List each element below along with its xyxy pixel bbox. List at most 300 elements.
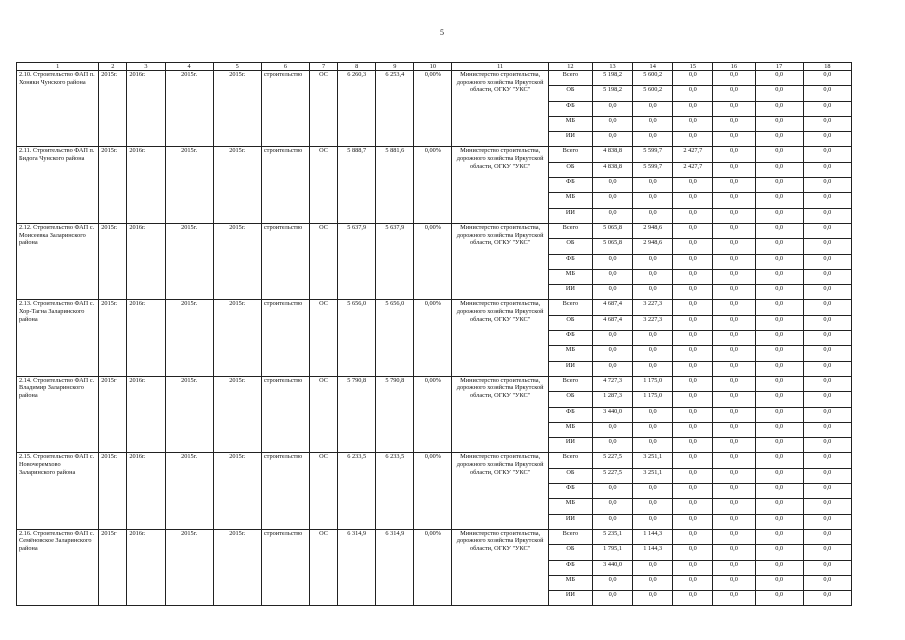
funding-value: 0,0 (755, 407, 803, 422)
object-name: 2.10. Строительство ФАП п. Хоняки Чунского района (17, 71, 99, 147)
funding-value: 0,0 (755, 575, 803, 590)
column-header: 8 (338, 63, 376, 71)
funding-source-label: ИИ (548, 438, 592, 453)
funding-value: 5 599,7 (633, 147, 673, 162)
funding-value: 0,0 (803, 422, 851, 437)
remaining-cost: 6 253,4 (376, 71, 414, 147)
funding-value: 0,0 (755, 453, 803, 468)
readiness-percent: 0,00% (414, 71, 452, 147)
work-type: строительство (261, 453, 309, 529)
funding-source-label: ОБ (548, 468, 592, 483)
funding-value: 0,0 (803, 545, 851, 560)
estimated-cost: 6 314,9 (338, 529, 376, 605)
funding-value: 0,0 (803, 116, 851, 131)
remaining-cost: 6 314,9 (376, 529, 414, 605)
funding-value: 0,0 (592, 285, 632, 300)
funding-value: 0,0 (755, 71, 803, 86)
funding-value: 0,0 (633, 560, 673, 575)
object-name: 2.11. Строительство ФАП п. Бидога Чунского района (17, 147, 99, 223)
page-number: 5 (440, 28, 444, 37)
column-header: 18 (803, 63, 851, 71)
end-year: 2016г. (127, 376, 165, 452)
funding-source-label: ФБ (548, 407, 592, 422)
funding-value: 0,0 (633, 422, 673, 437)
funding-source-label: Всего (548, 300, 592, 315)
end-year-plan: 2015г. (213, 529, 261, 605)
funding-value: 5 198,2 (592, 71, 632, 86)
funding-value: 0,0 (673, 285, 713, 300)
table-row (17, 529, 852, 544)
funding-value: 0,0 (713, 269, 755, 284)
column-header: 5 (213, 63, 261, 71)
funding-value: 0,0 (803, 591, 851, 606)
funding-value: 0,0 (803, 86, 851, 101)
funding-value: 0,0 (755, 376, 803, 391)
funding-value: 0,0 (713, 300, 755, 315)
funding-value: 0,0 (633, 575, 673, 590)
funding-value: 0,0 (713, 193, 755, 208)
funding-value: 0,0 (713, 422, 755, 437)
funding-value: 0,0 (673, 132, 713, 147)
start-year: 2015г (99, 529, 127, 605)
funding-source-label: ФБ (548, 254, 592, 269)
funding-value: 0,0 (803, 162, 851, 177)
funding-value: 5 600,2 (633, 86, 673, 101)
funding-value: 0,0 (755, 239, 803, 254)
funding-value: 0,0 (803, 223, 851, 238)
funding-value: 0,0 (633, 514, 673, 529)
funding-value: 0,0 (755, 560, 803, 575)
funding-source-label: ФБ (548, 101, 592, 116)
funding-value: 0,0 (633, 178, 673, 193)
funding-value: 0,0 (755, 86, 803, 101)
column-header: 13 (592, 63, 632, 71)
funding-source-label: Всего (548, 529, 592, 544)
funding-value: 0,0 (673, 86, 713, 101)
funding-value: 2 427,7 (673, 147, 713, 162)
end-year-plan: 2015г. (213, 376, 261, 452)
object-code: ОС (310, 223, 338, 299)
start-year-plan: 2015г. (165, 147, 213, 223)
end-year-plan: 2015г. (213, 223, 261, 299)
responsible-organization: Министерство строительства, дорожного хозяйства Иркутской области, ОГКУ "УКС" (452, 300, 548, 376)
funding-value: 0,0 (755, 392, 803, 407)
funding-value: 0,0 (803, 514, 851, 529)
end-year: 2016г. (127, 223, 165, 299)
estimated-cost: 5 637,9 (338, 223, 376, 299)
end-year: 2016г. (127, 71, 165, 147)
funding-value: 0,0 (755, 499, 803, 514)
funding-source-label: ОБ (548, 315, 592, 330)
funding-value: 0,0 (673, 484, 713, 499)
end-year-plan: 2015г. (213, 453, 261, 529)
funding-value: 0,0 (755, 162, 803, 177)
funding-value: 0,0 (633, 208, 673, 223)
table-row (17, 71, 852, 86)
start-year: 2015г (99, 376, 127, 452)
funding-value: 0,0 (673, 468, 713, 483)
estimated-cost: 6 260,3 (338, 71, 376, 147)
funding-value: 0,0 (592, 484, 632, 499)
remaining-cost: 5 790,8 (376, 376, 414, 452)
funding-source-label: ОБ (548, 545, 592, 560)
readiness-percent: 0,00% (414, 300, 452, 376)
funding-value: 0,0 (713, 178, 755, 193)
funding-value: 2 427,7 (673, 162, 713, 177)
funding-value: 0,0 (633, 101, 673, 116)
funding-value: 0,0 (673, 361, 713, 376)
funding-value: 0,0 (673, 239, 713, 254)
start-year: 2015г. (99, 453, 127, 529)
funding-value: 0,0 (713, 285, 755, 300)
funding-value: 0,0 (713, 560, 755, 575)
funding-value: 0,0 (633, 132, 673, 147)
estimated-cost: 6 233,5 (338, 453, 376, 529)
funding-value: 0,0 (592, 132, 632, 147)
funding-value: 0,0 (592, 514, 632, 529)
table-row (17, 223, 852, 238)
funding-value: 0,0 (673, 254, 713, 269)
funding-value: 0,0 (713, 438, 755, 453)
remaining-cost: 5 656,0 (376, 300, 414, 376)
funding-value: 3 227,3 (633, 315, 673, 330)
work-type: строительство (261, 223, 309, 299)
funding-source-label: МБ (548, 116, 592, 131)
funding-value: 0,0 (713, 147, 755, 162)
funding-value: 0,0 (713, 71, 755, 86)
funding-value: 0,0 (592, 331, 632, 346)
funding-value: 0,0 (755, 361, 803, 376)
funding-value: 0,0 (592, 208, 632, 223)
funding-source-label: ОБ (548, 392, 592, 407)
funding-value: 0,0 (592, 269, 632, 284)
funding-value: 0,0 (755, 254, 803, 269)
funding-value: 0,0 (755, 300, 803, 315)
funding-value: 0,0 (755, 193, 803, 208)
funding-value: 0,0 (755, 438, 803, 453)
funding-value: 0,0 (755, 591, 803, 606)
funding-value: 0,0 (633, 254, 673, 269)
funding-source-label: Всего (548, 71, 592, 86)
table-row (17, 453, 852, 468)
readiness-percent: 0,00% (414, 453, 452, 529)
funding-value: 0,0 (673, 193, 713, 208)
funding-value: 0,0 (592, 116, 632, 131)
funding-value: 1 287,3 (592, 392, 632, 407)
readiness-percent: 0,00% (414, 529, 452, 605)
funding-value: 0,0 (713, 575, 755, 590)
funding-value: 0,0 (713, 208, 755, 223)
column-header: 1 (17, 63, 99, 71)
start-year: 2015г. (99, 147, 127, 223)
funding-source-label: ИИ (548, 591, 592, 606)
funding-value: 0,0 (803, 468, 851, 483)
start-year: 2015г. (99, 223, 127, 299)
funding-value: 0,0 (592, 422, 632, 437)
funding-value: 0,0 (673, 331, 713, 346)
funding-value: 0,0 (755, 208, 803, 223)
funding-value: 0,0 (755, 545, 803, 560)
column-header: 11 (452, 63, 548, 71)
column-number-row (17, 63, 852, 71)
funding-value: 0,0 (755, 484, 803, 499)
start-year: 2015г. (99, 300, 127, 376)
object-code: ОС (310, 300, 338, 376)
table-body (17, 71, 852, 606)
funding-value: 0,0 (633, 269, 673, 284)
funding-value: 0,0 (592, 499, 632, 514)
funding-source-label: МБ (548, 422, 592, 437)
funding-value: 0,0 (633, 499, 673, 514)
funding-value: 4 838,8 (592, 162, 632, 177)
funding-value: 1 144,3 (633, 529, 673, 544)
funding-value: 0,0 (803, 254, 851, 269)
funding-value: 3 440,0 (592, 407, 632, 422)
funding-value: 0,0 (755, 101, 803, 116)
funding-value: 5 065,8 (592, 239, 632, 254)
funding-value: 0,0 (713, 132, 755, 147)
funding-source-label: ОБ (548, 86, 592, 101)
funding-value: 0,0 (713, 468, 755, 483)
funding-value: 0,0 (803, 193, 851, 208)
funding-value: 4 687,4 (592, 300, 632, 315)
end-year: 2016г. (127, 147, 165, 223)
funding-value: 0,0 (713, 591, 755, 606)
funding-source-label: МБ (548, 499, 592, 514)
funding-value: 0,0 (713, 407, 755, 422)
funding-source-label: Всего (548, 147, 592, 162)
responsible-organization: Министерство строительства, дорожного хозяйства Иркутской области, ОГКУ "УКС" (452, 147, 548, 223)
column-header: 9 (376, 63, 414, 71)
funding-value: 0,0 (673, 223, 713, 238)
column-header: 10 (414, 63, 452, 71)
funding-value: 0,0 (755, 514, 803, 529)
funding-value: 0,0 (755, 331, 803, 346)
funding-value: 0,0 (713, 545, 755, 560)
funding-value: 0,0 (713, 453, 755, 468)
remaining-cost: 6 233,5 (376, 453, 414, 529)
work-type: строительство (261, 300, 309, 376)
funding-value: 0,0 (592, 591, 632, 606)
funding-value: 0,0 (803, 331, 851, 346)
funding-value: 0,0 (713, 223, 755, 238)
end-year-plan: 2015г. (213, 300, 261, 376)
funding-value: 3 227,3 (633, 300, 673, 315)
funding-value: 0,0 (713, 331, 755, 346)
funding-source-label: МБ (548, 193, 592, 208)
funding-value: 0,0 (713, 346, 755, 361)
funding-value: 0,0 (755, 529, 803, 544)
funding-value: 0,0 (633, 484, 673, 499)
start-year-plan: 2015г. (165, 376, 213, 452)
funding-value: 0,0 (713, 86, 755, 101)
object-name: 2.15. Строительство ФАП с. Новочеремхово Заларинского района (17, 453, 99, 529)
funding-value: 0,0 (713, 101, 755, 116)
object-code: ОС (310, 453, 338, 529)
funding-value: 0,0 (713, 376, 755, 391)
funding-source-label: ИИ (548, 361, 592, 376)
funding-source-label: МБ (548, 575, 592, 590)
table-row (17, 147, 852, 162)
funding-value: 0,0 (803, 239, 851, 254)
funding-source-label: ФБ (548, 560, 592, 575)
funding-value: 0,0 (673, 300, 713, 315)
funding-value: 0,0 (803, 484, 851, 499)
funding-value: 0,0 (803, 285, 851, 300)
funding-value: 0,0 (755, 178, 803, 193)
column-header: 14 (633, 63, 673, 71)
funding-value: 0,0 (592, 575, 632, 590)
funding-value: 5 227,5 (592, 468, 632, 483)
funding-source-label: ИИ (548, 132, 592, 147)
funding-value: 1 795,1 (592, 545, 632, 560)
funding-value: 0,0 (713, 392, 755, 407)
funding-source-label: МБ (548, 346, 592, 361)
funding-source-label: Всего (548, 453, 592, 468)
funding-value: 0,0 (592, 361, 632, 376)
funding-value: 0,0 (673, 71, 713, 86)
object-name: 2.12. Строительство ФАП с. Моисеевка Заларинского района (17, 223, 99, 299)
funding-value: 5 600,2 (633, 71, 673, 86)
funding-source-label: ОБ (548, 162, 592, 177)
funding-value: 0,0 (673, 407, 713, 422)
funding-value: 0,0 (713, 529, 755, 544)
funding-value: 0,0 (713, 484, 755, 499)
column-header: 4 (165, 63, 213, 71)
funding-value: 0,0 (755, 132, 803, 147)
funding-source-label: МБ (548, 269, 592, 284)
object-name: 2.16. Строительство ФАП с. Семёновское Заларинского района (17, 529, 99, 605)
start-year-plan: 2015г. (165, 223, 213, 299)
funding-value: 0,0 (755, 468, 803, 483)
funding-value: 4 838,8 (592, 147, 632, 162)
funding-value: 0,0 (592, 178, 632, 193)
funding-value: 0,0 (633, 407, 673, 422)
responsible-organization: Министерство строительства, дорожного хозяйства Иркутской области, ОГКУ "УКС" (452, 529, 548, 605)
funding-value: 0,0 (633, 331, 673, 346)
funding-value: 5 198,2 (592, 86, 632, 101)
funding-value: 0,0 (803, 453, 851, 468)
funding-value: 0,0 (633, 346, 673, 361)
funding-source-label: ФБ (548, 331, 592, 346)
end-year: 2016г. (127, 453, 165, 529)
funding-source-label: ИИ (548, 285, 592, 300)
funding-value: 0,0 (673, 178, 713, 193)
responsible-organization: Министерство строительства, дорожного хозяйства Иркутской области, ОГКУ "УКС" (452, 223, 548, 299)
column-header: 12 (548, 63, 592, 71)
funding-source-label: Всего (548, 223, 592, 238)
funding-value: 0,0 (592, 254, 632, 269)
column-header: 15 (673, 63, 713, 71)
funding-value: 0,0 (673, 116, 713, 131)
start-year-plan: 2015г. (165, 529, 213, 605)
funding-value: 0,0 (673, 422, 713, 437)
column-header: 17 (755, 63, 803, 71)
start-year-plan: 2015г. (165, 71, 213, 147)
object-name: 2.13. Строительство ФАП с. Хор-Тагна Заларинского района (17, 300, 99, 376)
funding-value: 0,0 (673, 575, 713, 590)
remaining-cost: 5 881,6 (376, 147, 414, 223)
funding-value: 0,0 (633, 438, 673, 453)
object-code: ОС (310, 376, 338, 452)
funding-value: 0,0 (803, 208, 851, 223)
funding-value: 0,0 (673, 346, 713, 361)
funding-value: 0,0 (673, 315, 713, 330)
funding-value: 2 948,6 (633, 223, 673, 238)
funding-value: 0,0 (673, 438, 713, 453)
estimated-cost: 5 790,8 (338, 376, 376, 452)
funding-value: 0,0 (755, 346, 803, 361)
column-header: 2 (99, 63, 127, 71)
funding-value: 0,0 (713, 162, 755, 177)
estimated-cost: 5 888,7 (338, 147, 376, 223)
end-year-plan: 2015г. (213, 147, 261, 223)
funding-value: 4 687,4 (592, 315, 632, 330)
funding-value: 0,0 (755, 315, 803, 330)
funding-value: 0,0 (592, 346, 632, 361)
readiness-percent: 0,00% (414, 376, 452, 452)
start-year: 2015г. (99, 71, 127, 147)
funding-value: 5 235,1 (592, 529, 632, 544)
funding-value: 0,0 (633, 591, 673, 606)
funding-value: 0,0 (803, 147, 851, 162)
funding-value: 0,0 (713, 116, 755, 131)
funding-value: 0,0 (673, 269, 713, 284)
funding-value: 0,0 (803, 101, 851, 116)
object-code: ОС (310, 71, 338, 147)
funding-value: 3 440,0 (592, 560, 632, 575)
object-code: ОС (310, 147, 338, 223)
work-type: строительство (261, 529, 309, 605)
funding-value: 0,0 (803, 269, 851, 284)
funding-value: 0,0 (673, 101, 713, 116)
column-header: 16 (713, 63, 755, 71)
funding-value: 0,0 (755, 116, 803, 131)
funding-value: 0,0 (673, 208, 713, 223)
end-year: 2016г. (127, 300, 165, 376)
funding-value: 0,0 (755, 269, 803, 284)
funding-source-label: ИИ (548, 208, 592, 223)
funding-value: 0,0 (803, 71, 851, 86)
table-row (17, 376, 852, 391)
funding-value: 3 251,1 (633, 453, 673, 468)
funding-value: 0,0 (803, 438, 851, 453)
funding-value: 0,0 (755, 285, 803, 300)
funding-value: 0,0 (803, 376, 851, 391)
funding-value: 5 065,8 (592, 223, 632, 238)
remaining-cost: 5 637,9 (376, 223, 414, 299)
funding-value: 0,0 (673, 499, 713, 514)
readiness-percent: 0,00% (414, 223, 452, 299)
funding-source-label: ИИ (548, 514, 592, 529)
column-header: 3 (127, 63, 165, 71)
funding-value: 0,0 (803, 132, 851, 147)
funding-value: 1 175,0 (633, 376, 673, 391)
end-year-plan: 2015г. (213, 71, 261, 147)
funding-value: 0,0 (803, 499, 851, 514)
column-header: 6 (261, 63, 309, 71)
column-header: 7 (310, 63, 338, 71)
responsible-organization: Министерство строительства, дорожного хозяйства Иркутской области, ОГКУ "УКС" (452, 453, 548, 529)
responsible-organization: Министерство строительства, дорожного хозяйства Иркутской области, ОГКУ "УКС" (452, 71, 548, 147)
funding-value: 0,0 (592, 101, 632, 116)
work-type: строительство (261, 376, 309, 452)
funding-value: 0,0 (713, 361, 755, 376)
object-name: 2.14. Строительство ФАП с. Владимир Заларинского района (17, 376, 99, 452)
funding-source-label: ФБ (548, 484, 592, 499)
funding-value: 0,0 (713, 254, 755, 269)
funding-value: 2 948,6 (633, 239, 673, 254)
